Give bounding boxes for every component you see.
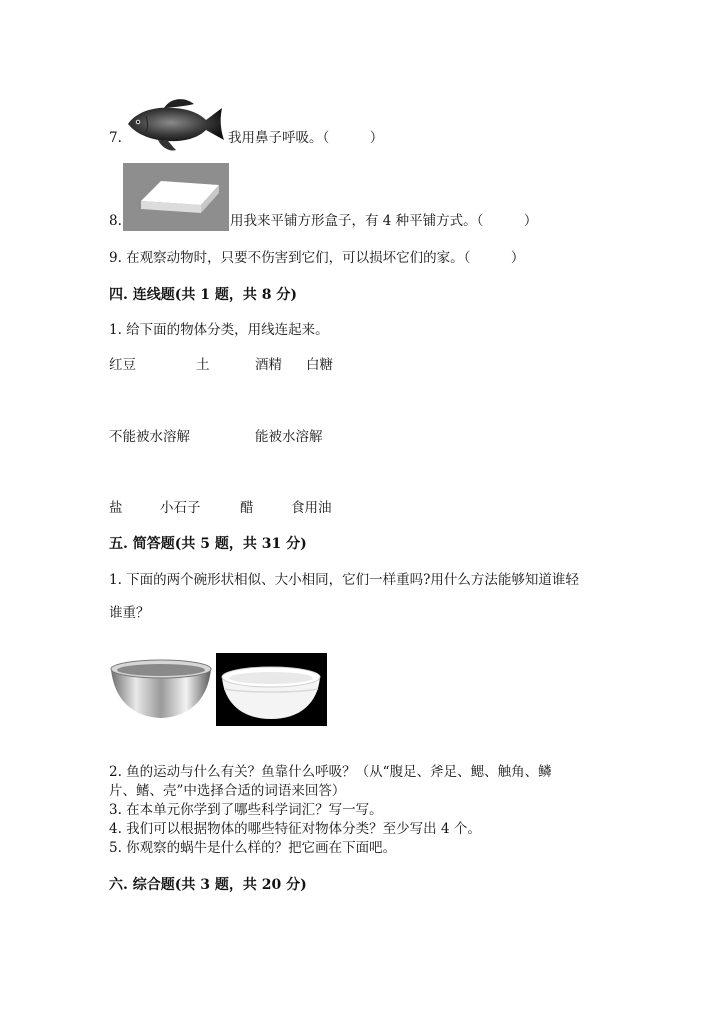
- steel-bowl-image: [108, 655, 214, 723]
- q8-text: 用我来平铺方形盒子，有 4 种平铺方式。（ ）: [230, 213, 538, 229]
- item-vinegar: 醋: [240, 500, 254, 516]
- item-salt: 盐: [109, 500, 123, 516]
- section5-q5: 5. 你观察的蜗牛是什么样的？把它画在下面吧。: [109, 840, 397, 856]
- item-pebbles: 小石子: [160, 500, 201, 516]
- q9-text: 9. 在观察动物时，只要不伤害到它们，可以损坏它们的家。（ ）: [109, 250, 525, 266]
- item-red-bean: 红豆: [109, 357, 136, 373]
- section5-q3: 3. 在本单元你学到了哪些科学词汇？写一写。: [109, 802, 383, 818]
- item-alcohol: 酒精: [255, 357, 282, 373]
- section5-q2-line2: 片、鳍、壳”中选择合适的词语来回答）: [109, 783, 346, 799]
- fish-image: [124, 94, 228, 156]
- triangular-block-image: [123, 163, 229, 231]
- section4-q1: 1. 给下面的物体分类，用线连起来。: [109, 322, 329, 338]
- category-insoluble: 不能被水溶解: [109, 429, 190, 445]
- section5-q1-line2: 谁重？: [109, 605, 150, 621]
- q7-text: 我用鼻子呼吸。（ ）: [228, 130, 384, 146]
- section5-q2-line1: 2. 鱼的运动与什么有关？鱼靠什么呼吸？（从“腹足、斧足、鳃、触角、鳞: [109, 764, 552, 780]
- section4-heading: 四. 连线题(共 1 题，共 8 分): [109, 287, 297, 303]
- q8-number: 8.: [109, 213, 122, 229]
- section5-heading: 五. 简答题(共 5 题，共 31 分): [109, 536, 307, 552]
- item-soil: 土: [196, 357, 210, 373]
- ceramic-bowl-image: [216, 653, 327, 726]
- section6-heading: 六. 综合题(共 3 题，共 20 分): [109, 877, 307, 893]
- q7-number: 7.: [109, 130, 122, 146]
- category-soluble: 能被水溶解: [255, 429, 323, 445]
- section5-q1-line1: 1. 下面的两个碗形状相似、大小相同，它们一样重吗?用什么方法能够知道谁轻: [109, 572, 579, 588]
- section5-q4: 4. 我们可以根据物体的哪些特征对物体分类？至少写出 4 个。: [109, 821, 481, 837]
- item-white-sugar: 白糖: [306, 357, 333, 373]
- item-cooking-oil: 食用油: [291, 500, 332, 516]
